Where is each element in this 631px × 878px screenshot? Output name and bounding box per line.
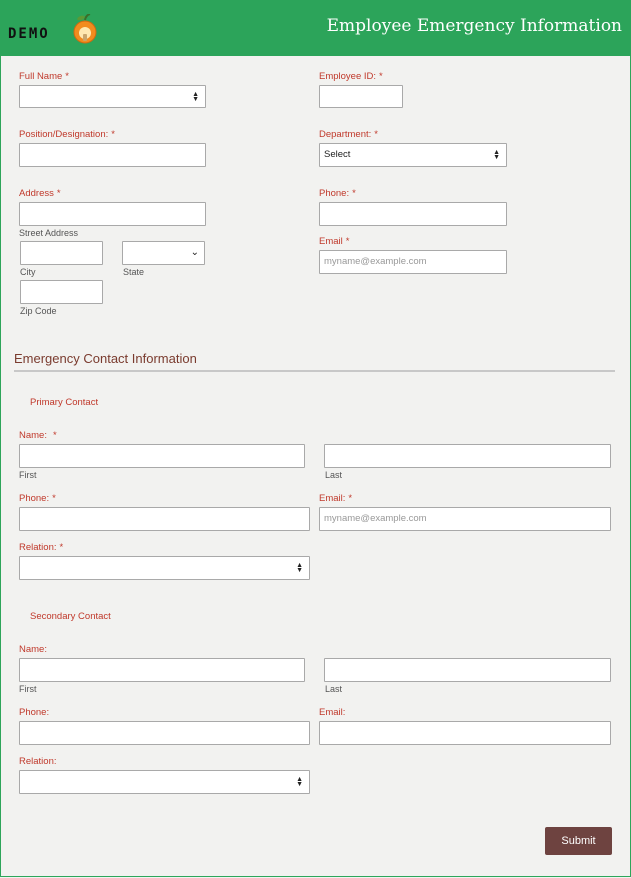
employee-id-input[interactable] <box>319 85 403 108</box>
primary-last-name-input[interactable] <box>324 444 611 468</box>
primary-first-sublabel: First <box>19 470 37 480</box>
email-input[interactable] <box>319 250 507 274</box>
address-label: Address * <box>19 188 61 199</box>
department-selected-value: Select <box>324 149 351 160</box>
form-header <box>0 0 631 56</box>
primary-email-input[interactable] <box>319 507 611 531</box>
position-input[interactable] <box>19 143 206 167</box>
department-select[interactable] <box>319 143 507 167</box>
primary-phone-input[interactable] <box>19 507 310 531</box>
state-sublabel: State <box>123 267 145 277</box>
secondary-email-label: Email: <box>319 707 346 718</box>
orange-icon <box>72 14 98 46</box>
full-name-label: Full Name * <box>19 71 69 82</box>
email-placeholder: myname@example.com <box>324 256 427 267</box>
secondary-phone-input[interactable] <box>19 721 310 745</box>
employee-id-label: Employee ID: * <box>319 71 383 82</box>
logo-text: DEMO <box>8 26 50 42</box>
city-sublabel: City <box>20 267 36 277</box>
primary-phone-label: Phone: * <box>19 493 56 504</box>
page-title: Employee Emergency Information <box>326 16 622 36</box>
chevron-down-icon: ⌄ <box>190 247 199 258</box>
phone-input[interactable] <box>319 202 507 226</box>
zip-code-input[interactable] <box>20 280 103 304</box>
updown-icon: ▲ ▼ <box>192 90 199 103</box>
street-address-sublabel: Street Address <box>19 228 79 238</box>
demo-logo <box>8 14 108 44</box>
updown-icon: ▲ ▼ <box>296 562 303 574</box>
secondary-contact-title: Secondary Contact <box>30 611 111 622</box>
submit-button[interactable]: Submit <box>545 827 612 855</box>
updown-icon: ▲ ▼ <box>493 149 500 161</box>
secondary-name-label: Name: <box>19 644 47 655</box>
secondary-last-sublabel: Last <box>325 684 343 694</box>
full-name-select[interactable] <box>19 85 206 108</box>
phone-label: Phone: * <box>319 188 356 199</box>
primary-relation-label: Relation: * <box>19 542 64 553</box>
city-input[interactable] <box>20 241 103 265</box>
secondary-relation-label: Relation: <box>19 756 57 767</box>
secondary-email-input[interactable] <box>319 721 611 745</box>
zip-code-sublabel: Zip Code <box>20 306 57 316</box>
department-label: Department: * <box>319 129 378 140</box>
primary-email-placeholder: myname@example.com <box>324 513 427 524</box>
emergency-section-title: Emergency Contact Information <box>14 351 197 366</box>
secondary-phone-label: Phone: <box>19 707 50 718</box>
updown-icon: ▲ ▼ <box>296 776 303 788</box>
secondary-first-sublabel: First <box>19 684 37 694</box>
secondary-relation-select[interactable] <box>19 770 310 794</box>
email-label: Email * <box>319 236 350 247</box>
primary-contact-title: Primary Contact <box>30 397 99 408</box>
position-label: Position/Designation: * <box>19 129 115 140</box>
street-address-input[interactable] <box>19 202 206 226</box>
primary-relation-select[interactable] <box>19 556 310 580</box>
primary-first-name-input[interactable] <box>19 444 305 468</box>
primary-name-label: Name: * <box>19 430 57 441</box>
secondary-first-name-input[interactable] <box>19 658 305 682</box>
state-select[interactable] <box>122 241 205 265</box>
primary-email-label: Email: * <box>319 493 353 504</box>
secondary-last-name-input[interactable] <box>324 658 611 682</box>
section-divider <box>14 370 615 372</box>
primary-last-sublabel: Last <box>325 470 343 480</box>
